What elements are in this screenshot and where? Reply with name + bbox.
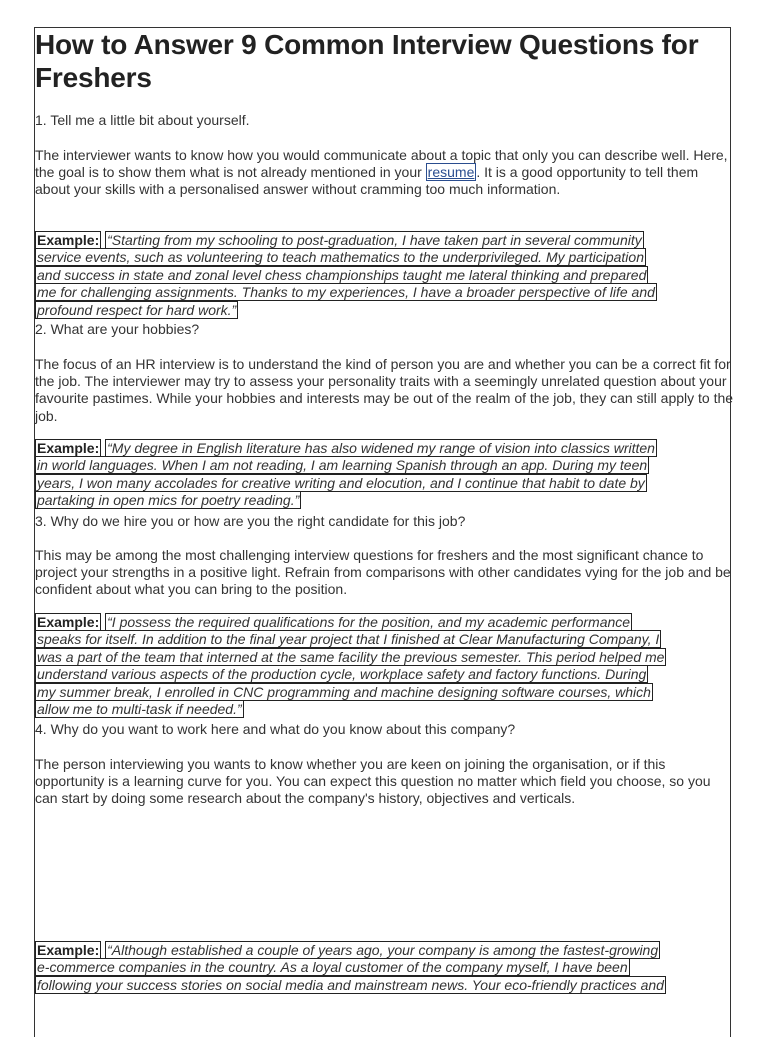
page-title: How to Answer 9 Common Interview Questions for Freshers bbox=[35, 29, 699, 93]
example-text: e-commerce companies in the country. As a loyal customer of the company myself, I have been bbox=[37, 959, 628, 976]
example-label: Example: bbox=[37, 614, 100, 630]
answer-1-body bbox=[35, 147, 735, 199]
example-line bbox=[35, 440, 735, 457]
example-text: “I possess the required qualifications for the position, and my academic performance bbox=[107, 614, 631, 630]
example-label: Example: bbox=[37, 942, 100, 958]
example-line bbox=[35, 666, 735, 683]
example-text: in world languages. When I am not reading, I am learning Spanish through an app. During my teen bbox=[37, 457, 648, 474]
example-text: “My degree in English literature has also widened my range of vision into classics written bbox=[107, 440, 655, 456]
example-line bbox=[35, 302, 735, 319]
answer-1-text-a: The interviewer wants to know how you would communicate about a topic that only you can describe well. Here, the goal is to show them what is not already mentioned in your bbox=[35, 147, 728, 181]
example-text: “Starting from my schooling to post-graduation, I have taken part in several community bbox=[107, 232, 642, 248]
example-text: profound respect for hard work.” bbox=[37, 301, 237, 318]
example-text: years, I won many accolades for creative writing and elocution, and I continue that habit to date by bbox=[37, 474, 645, 491]
example-text: partaking in open mics for poetry reading.” bbox=[37, 492, 300, 509]
question-2: 2. What are your hobbies? bbox=[35, 321, 200, 337]
example-line bbox=[35, 475, 735, 492]
example-line bbox=[35, 701, 735, 718]
example-line bbox=[35, 959, 735, 976]
example-line bbox=[35, 492, 735, 509]
answer-2-body: The focus of an HR interview is to understand the kind of person you are and whether you can be a correct fit for the job. The interviewer may try to assess your personality traits with a seemingly unrelated question about your favourite pastimes. While your hobbies and interests may be out of the realm of the job, they can still apply to the job. bbox=[35, 356, 734, 424]
question-3: 3. Why do we hire you or how are you the right candidate for this job? bbox=[35, 513, 466, 529]
example-label: Example: bbox=[37, 232, 100, 248]
example-label: Example: bbox=[37, 440, 100, 456]
example-3 bbox=[35, 614, 735, 718]
example-line bbox=[35, 649, 735, 666]
question-4: 4. Why do you want to work here and what do you know about this company? bbox=[35, 721, 516, 737]
example-text: understand various aspects of the production cycle, workplace safety and factory functions. During bbox=[37, 666, 647, 683]
answer-1-text-b: . It is a good opportunity to tell them about your skills with a personalised answer without cramming too much information. bbox=[35, 164, 699, 198]
example-text: service events, such as volunteering to teach mathematics to the underprivileged. My participation bbox=[37, 249, 644, 266]
example-text: allow me to multi-task if needed.” bbox=[37, 700, 242, 717]
example-line bbox=[35, 631, 735, 648]
example-text: speaks for itself. In addition to the final year project that I finished at Clear Manufacturing Company, I bbox=[37, 631, 660, 648]
example-text: “Although established a couple of years ago, your company is among the fastest-growing bbox=[107, 942, 659, 958]
answer-3-body: This may be among the most challenging interview questions for freshers and the most significant chance to project your strengths in a positive light. Refrain from comparisons with other candidates vying for the job and be confident about what you can bring to the position. bbox=[35, 547, 731, 598]
example-line bbox=[35, 684, 735, 701]
example-line bbox=[35, 267, 735, 284]
example-line bbox=[35, 232, 735, 249]
example-line bbox=[35, 977, 735, 994]
example-line bbox=[35, 284, 735, 301]
example-text: following your success stories on social media and mainstream news. Your eco-friendly practices and bbox=[37, 976, 664, 993]
example-text: my summer break, I enrolled in CNC programming and machine designing software courses, which bbox=[37, 683, 651, 700]
example-line bbox=[35, 942, 735, 959]
resume-link[interactable]: resume bbox=[427, 164, 475, 181]
example-4 bbox=[35, 942, 735, 994]
example-line bbox=[35, 614, 735, 631]
example-2 bbox=[35, 440, 735, 510]
example-text: me for challenging assignments. Thanks to my experiences, I have a broader perspective of life and bbox=[37, 284, 655, 301]
question-1: 1. Tell me a little bit about yourself. bbox=[35, 112, 250, 128]
example-line bbox=[35, 457, 735, 474]
example-line bbox=[35, 249, 735, 266]
answer-4-body: The person interviewing you wants to know whether you are keen on joining the organisation, or if this opportunity is a learning curve for you. You can expect this question no matter which field you choose, so you can start by doing some research about the company's history, objectives and verticals. bbox=[35, 756, 711, 807]
example-text: was a part of the team that interned at the same facility the previous semester. This period helped me bbox=[37, 648, 665, 665]
example-text: and success in state and zonal level chess championships taught me lateral thinking and prepared bbox=[37, 266, 647, 283]
example-1 bbox=[35, 232, 735, 319]
